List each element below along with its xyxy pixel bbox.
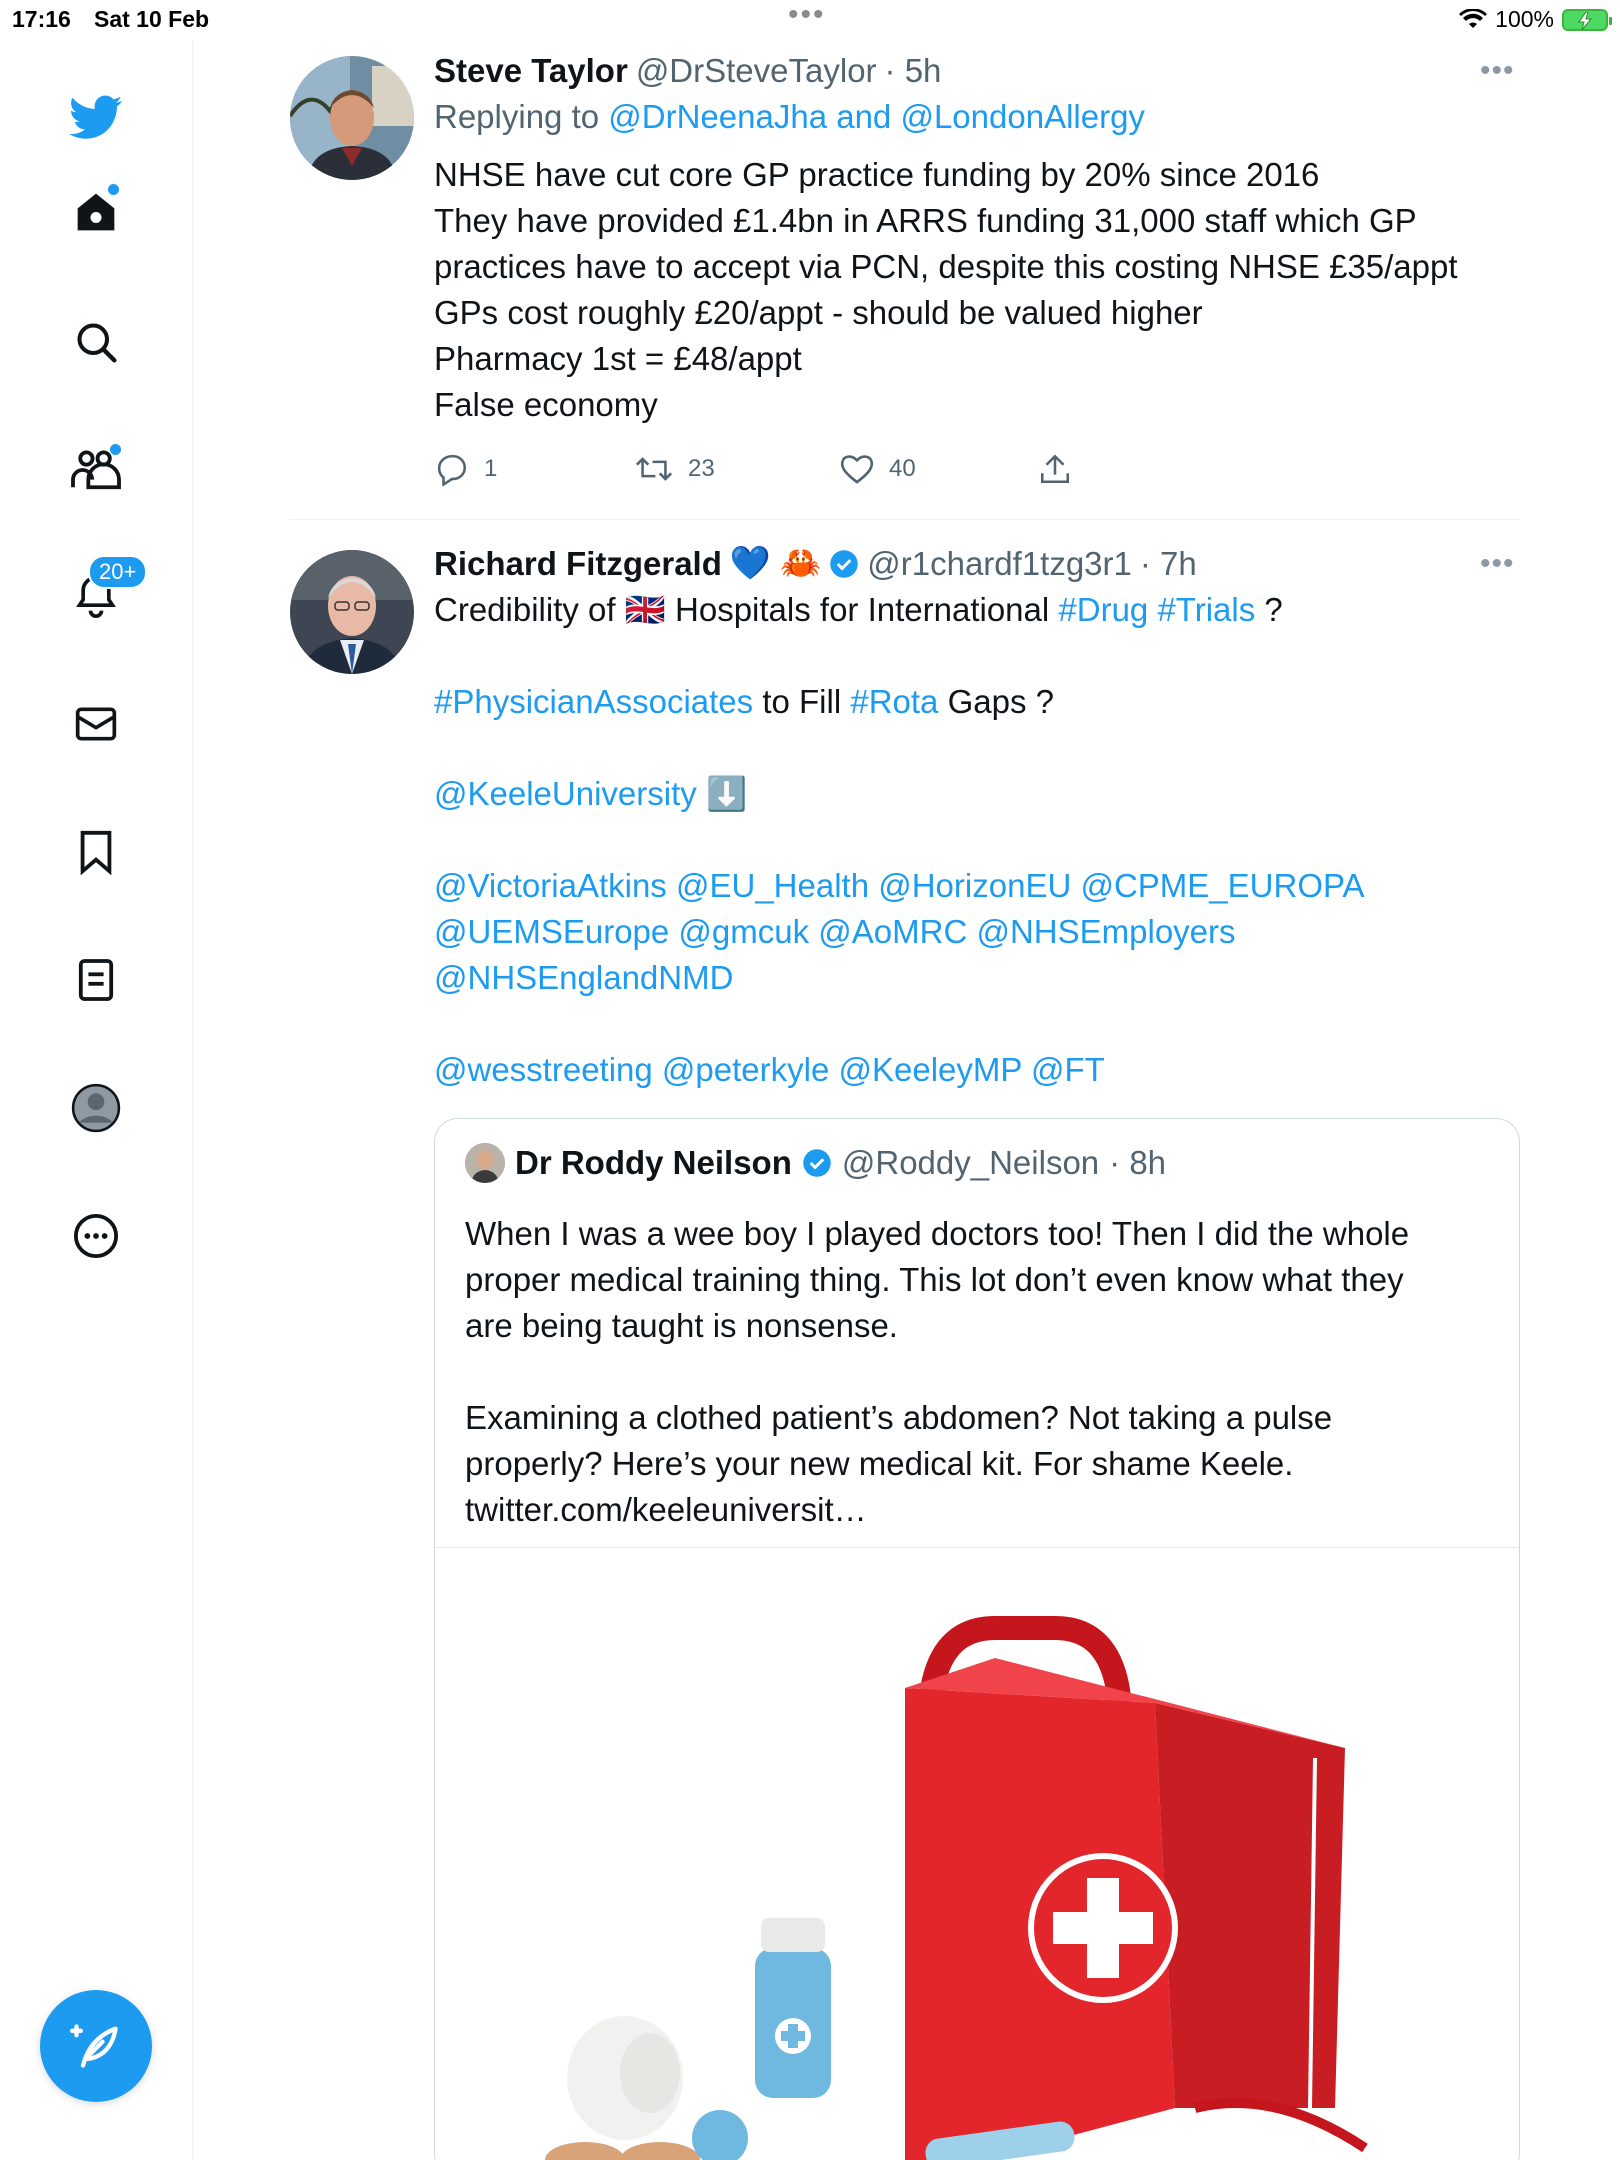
author-handle[interactable]: @DrSteveTaylor [635,52,877,89]
tweet-more-icon[interactable]: ••• [1480,547,1515,580]
text-fragment: ? [1264,591,1283,628]
tweet-text-line: properly? Here’s your new medical kit. For shame Keele. [465,1445,1294,1482]
replying-to-label: Replying to [434,98,600,135]
hashtag-link[interactable]: #Rota [850,683,939,720]
mention-link[interactable]: @KeeleUniversity [434,775,697,812]
tweet-text-line: False economy [434,386,658,423]
text-fragment: Gaps ? [947,683,1054,720]
hashtag-link[interactable]: #Drug [1058,591,1149,628]
status-right [1459,6,1608,33]
sidebar [0,40,193,2160]
tweet-text-line: When I was a wee boy I played doctors too! Then I did the whole [465,1215,1410,1252]
quoted-tweet-text [465,1211,1485,1533]
down-arrow-emoji: ⬇️ [705,775,748,812]
text-fragment: Hospitals for International [675,591,1050,628]
communities-unread-dot [110,444,121,455]
profile-avatar-icon[interactable] [66,1078,126,1138]
uk-flag-emoji: 🇬🇧 [624,591,666,628]
tweet-text-line: NHSE have cut core GP practice funding by 20% since 2016 [434,156,1320,193]
tweet-text-line: GPs cost roughly £20/appt - should be valued higher [434,294,1203,331]
quoted-tweet-header [465,1143,1166,1183]
tweet-text [434,152,1514,428]
avatar-steve-taylor[interactable] [290,56,414,180]
quoted-tweet[interactable] [434,1118,1520,2160]
hashtag-link[interactable]: #PhysicianAssociates [434,683,754,720]
bookmarks-icon[interactable] [66,822,126,882]
status-time: 17:16 [12,6,71,32]
author-handle[interactable]: @r1chardf1tzg3r1 [867,544,1132,582]
like-button[interactable] [839,452,1039,486]
tweet-text-line: proper medical training thing. This lot don’t even know what they [465,1261,1404,1298]
tweet-text-line: are being taught is nonsense. [465,1307,898,1344]
share-icon [1039,452,1071,486]
retweet-count: 23 [688,455,715,482]
messages-envelope-icon[interactable] [66,694,126,754]
toy-medical-kit-image [435,1548,1520,2160]
heart-icon [839,453,875,485]
twitter-logo-icon[interactable] [66,88,126,148]
text-fragment: to Fill [762,683,842,720]
tweet-text-line [434,679,1520,725]
battery-icon [1562,9,1608,31]
compose-tweet-button[interactable] [40,1990,152,2102]
author-name[interactable]: Steve Taylor [434,52,628,89]
mentions-line[interactable]: @VictoriaAtkins @EU_Health @HorizonEU @CPME_EUROPA [434,867,1365,904]
verified-badge-icon [802,1148,832,1178]
search-icon[interactable] [66,312,126,372]
tweet-more-icon[interactable]: ••• [1480,54,1515,87]
tweet-divider [290,519,1520,520]
author-name-emoji: 💙 🦀 [729,544,822,581]
tweet-text-line: Pharmacy 1st = £48/appt [434,340,802,377]
replying-to-line [434,94,1514,140]
status-bar [0,0,1620,40]
tweet-text-line: twitter.com/keeleuniversit… [465,1491,867,1528]
mentions-line[interactable]: @NHSEnglandNMD [434,959,734,996]
author-name[interactable]: Richard Fitzgerald [434,544,722,582]
home-unread-dot [108,184,119,195]
tweet-body [434,52,1514,428]
tweet-body [434,544,1520,1093]
avatar-richard-fitzgerald[interactable] [290,550,414,674]
hashtag-link[interactable]: #Trials [1157,591,1256,628]
tweet-text [434,587,1520,1093]
multitasking-dots-icon[interactable]: ••• [788,0,826,31]
mentions-line[interactable]: @UEMSEurope @gmcuk @AoMRC @NHSEmployers [434,913,1236,950]
share-button[interactable] [1039,452,1071,486]
text-fragment: Credibility of [434,591,616,628]
status-date: Sat 10 Feb [94,6,210,32]
compose-feather-icon [70,2020,122,2072]
retweet-icon [634,453,674,485]
notifications-badge: 20+ [88,555,147,589]
lists-icon[interactable] [66,950,126,1010]
tweet-header [434,52,1514,90]
tweet-actions [434,452,1071,486]
retweet-button[interactable] [634,452,839,486]
reply-button[interactable] [434,452,634,486]
tweet-text-line [434,771,1520,817]
tweet-text-line: practices have to accept via PCN, despite this costing NHSE £35/appt [434,248,1458,285]
wifi-icon [1459,9,1487,31]
home-icon[interactable] [66,182,126,242]
reply-count: 1 [484,455,498,482]
tweet-time[interactable]: · 5h [884,52,942,89]
like-count: 40 [889,455,916,482]
tweet-text-line [434,587,1520,633]
more-options-icon[interactable] [66,1206,126,1266]
quoted-author-handle[interactable]: @Roddy_Neilson [841,1144,1100,1181]
tweet-time[interactable]: · 7h [1139,544,1197,582]
quoted-author-name[interactable]: Dr Roddy Neilson [515,1144,792,1181]
mentions-line[interactable]: @wesstreeting @peterkyle @KeeleyMP @FT [434,1051,1105,1088]
quoted-tweet-image[interactable] [435,1547,1520,2160]
replying-to-mentions[interactable]: @DrNeenaJha and @LondonAllergy [608,98,1145,135]
tweet-header [434,544,1520,583]
verified-badge-icon [829,549,859,579]
battery-percent: 100% [1495,6,1554,32]
reply-icon [434,452,470,486]
quoted-tweet-time[interactable]: · 8h [1109,1144,1167,1181]
avatar-roddy-neilson[interactable] [465,1143,505,1183]
tweet-text-line: Examining a clothed patient’s abdomen? Not taking a pulse [465,1399,1333,1436]
tweet-text-line: They have provided £1.4bn in ARRS funding 31,000 staff which GP [434,202,1417,239]
communities-icon[interactable] [66,440,126,500]
